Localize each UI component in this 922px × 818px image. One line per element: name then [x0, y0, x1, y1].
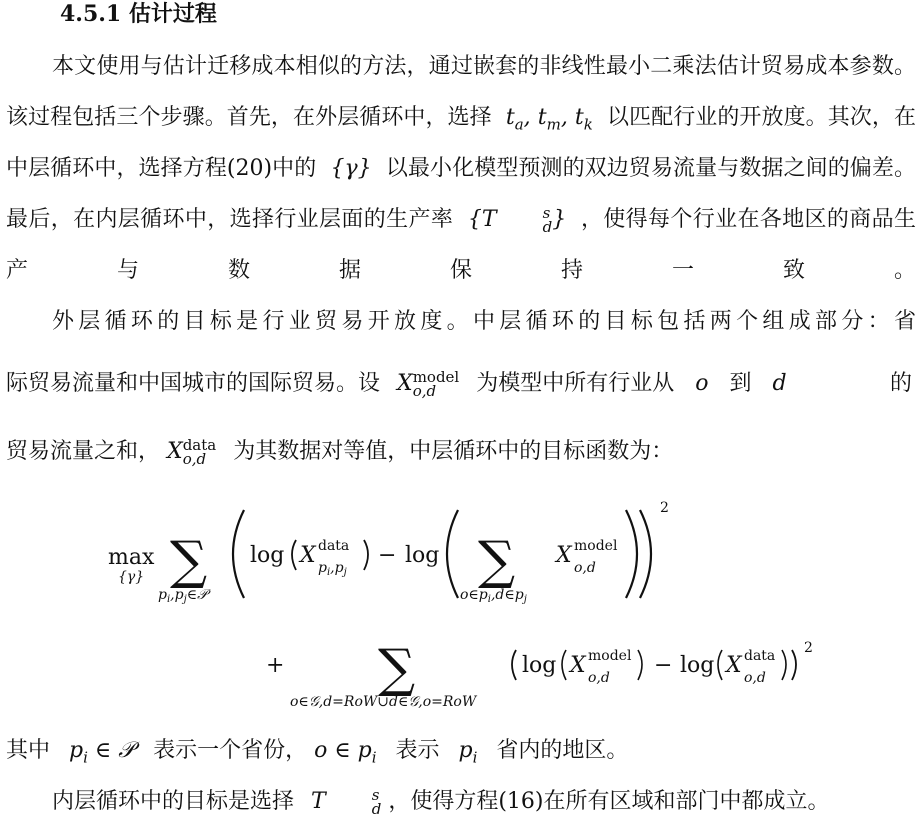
para2-text-1: 际贸易流量和中国城市的国际贸易。设 [6, 371, 381, 396]
eq-X4-sup: data [744, 648, 776, 664]
eq-log-1: log [250, 543, 285, 568]
math-o: o [695, 371, 709, 396]
eq-sum1-sub: $p_i,p_j\in 𝒫$ [158, 587, 208, 605]
eq-paren-r4 [638, 650, 642, 680]
eq-plus: + [266, 653, 285, 678]
paragraph-2-line-1 [6, 306, 916, 338]
para1-text-4: ，使得每个行业在各地区的商品生产与数据保持一致。 [6, 207, 916, 283]
para1-text-1: 本文使用与估计迁移成本相似的方法，通过嵌套的非线性最小二乘法估计贸易成本参数。该过程包括三个步骤。首先，在外层循环中，选择 [6, 54, 916, 130]
para4-text-1: 内层循环中的目标是选择 [52, 789, 295, 814]
eq-X3-sup: model [588, 648, 632, 664]
para2-text-4: 为其数据对等值，中层循环中的目标函数为： [233, 439, 674, 464]
eq-log-3: log [522, 653, 557, 678]
eq-X4-sub: o,d [744, 670, 766, 686]
para3-text-3: 表示 [395, 738, 440, 763]
eq-sum-3: ∑ [378, 639, 416, 699]
para3-text-2: 表示一个省份， [153, 738, 308, 763]
eq-X1-sup: data [318, 538, 350, 554]
section-heading [60, 0, 217, 28]
math-X-model-od: X model o,d [397, 368, 460, 400]
eq-paren-r3 [792, 650, 796, 680]
para2-text-2: 为模型中所有行业从 [476, 371, 675, 396]
math-t-a-m-k: $t_a$, $t_m$, $t_k$ [498, 105, 593, 134]
section-title: 估计过程 [128, 1, 217, 27]
eq-X-1: X [300, 543, 316, 568]
para1-text-3: 以最小化模型预测的双边贸易流量与数据之间的偏差。最后，在内层循环中，选择行业层面的生产率 [6, 156, 916, 232]
paragraph-1 [6, 41, 916, 296]
paragraph-2-line-3 [6, 436, 916, 468]
math-X-data-od: X data o,d [167, 436, 217, 468]
eq-max: max [108, 545, 155, 570]
math-T-s-d: {T s d } [460, 204, 574, 236]
para4-text-2: ，使得方程(16)在所有区域和部门中都成立。 [388, 789, 830, 814]
eq-X3-sub: o,d [588, 670, 610, 686]
eq-log-4: log [680, 653, 715, 678]
eq-paren-l4 [562, 650, 566, 680]
eq-power-2: 2 [804, 640, 813, 656]
para2-to: 到 [729, 371, 752, 396]
math-pi: $p_i$ [458, 738, 478, 767]
eq-max-sub: {γ} [118, 569, 145, 585]
para1-text-2: 以匹配行业的开放度。其次，在中层循环中，选择方程(20)中的 [6, 105, 916, 181]
eq-big-paren-inner-left [447, 510, 458, 598]
objective-function-equation [0, 490, 922, 720]
eq-sum-1: ∑ [170, 531, 208, 591]
eq-sum3-sub: o∈𝒢,d=RoW∪d∈𝒢,o=RoW [290, 694, 477, 710]
math-T-s-d-2: T s d [311, 786, 382, 818]
para2-of: 的 [889, 371, 912, 396]
eq-X-3: X [570, 653, 586, 678]
section-number: 4.5.1 [60, 1, 122, 27]
eq-paren-l5 [718, 650, 722, 680]
eq-X2-sub: o,d [574, 560, 596, 576]
eq-sum2-sub: $o\in p_i,d\in p_j$ [460, 587, 527, 605]
math-d: d [772, 371, 787, 396]
paragraph-3 [6, 735, 916, 767]
eq-paren-r5 [782, 650, 786, 680]
math-pi-in-P: $p_i$ ∈ 𝒫 [69, 738, 135, 767]
eq-minus-2: − [654, 653, 673, 678]
eq-big-paren-inner-right [626, 510, 637, 598]
eq-sum-2: ∑ [478, 531, 516, 591]
eq-power-1: 2 [660, 500, 669, 516]
eq-minus-1: − [378, 543, 397, 568]
eq-X2-sup: model [574, 538, 618, 554]
eq-paren-l1 [292, 540, 296, 570]
math-gamma-set: {γ} [323, 156, 379, 181]
paragraph-2-line-2 [6, 368, 916, 400]
eq-paren-r1 [364, 540, 368, 570]
eq-X1-sub: $p_i,p_j$ [318, 560, 347, 578]
para3-text-4: 省内的地区。 [496, 738, 629, 763]
para2-line1-text: 外层循环的目标是行业贸易开放度。中层循环的目标包括两个组成部分：省 [52, 309, 916, 334]
eq-X-2: X [556, 543, 572, 568]
math-o-in-pi: o ∈ $p_i$ [314, 738, 377, 767]
eq-big-paren-right [640, 510, 651, 598]
para3-text-1: 其中 [6, 738, 51, 763]
eq-log-2: log [405, 543, 440, 568]
eq-X-4: X [726, 653, 742, 678]
paragraph-4 [6, 786, 916, 818]
eq-paren-l3 [512, 650, 516, 680]
para2-text-3: 贸易流量之和， [6, 439, 161, 464]
eq-big-paren-left [233, 510, 244, 598]
